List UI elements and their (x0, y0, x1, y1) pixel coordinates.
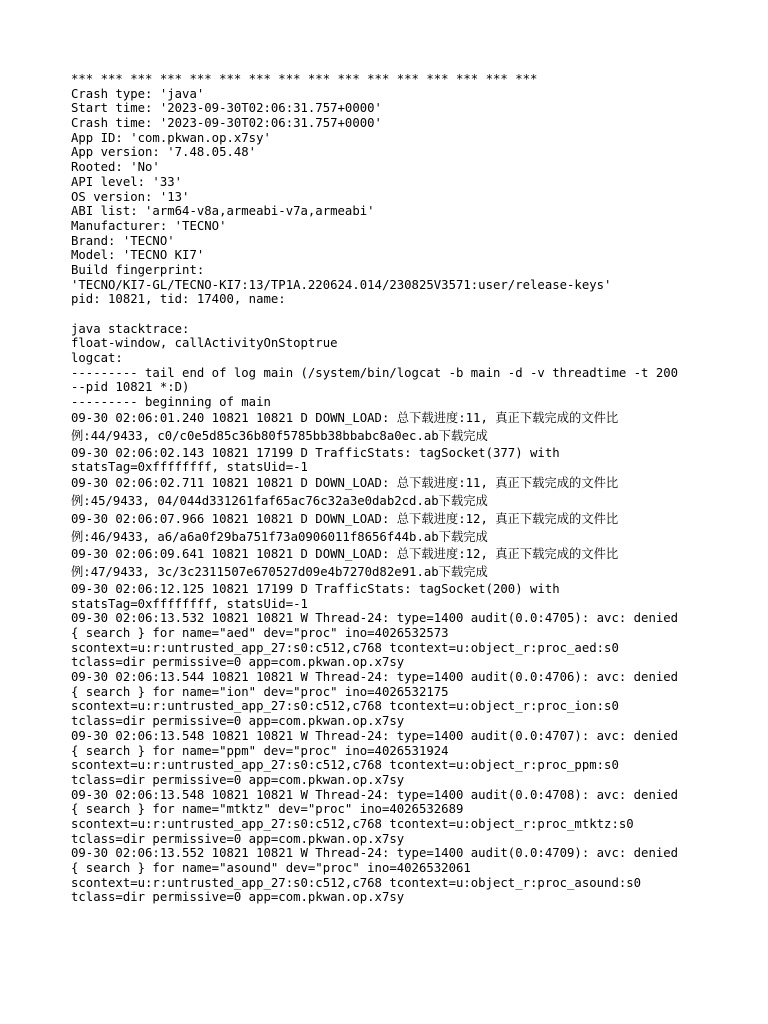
log-line: OS version: '13' (71, 189, 190, 204)
log-line: scontext=u:r:untrusted_app_27:s0:c512,c768 tcontext=u:object_r:proc_ppm:s0 (71, 758, 619, 773)
log-line: *** *** *** *** *** *** *** *** *** *** *** *** *** *** *** *** (71, 72, 538, 86)
log-line: --------- beginning of main (71, 395, 271, 410)
log-line: float-window, callActivityOnStoptrue (71, 336, 338, 351)
log-line: Rooted: 'No' (71, 160, 160, 175)
log-line: 例:45/9433, 04/044d331261faf65ac76c32a3e0dab2cd.ab下载完成 (71, 494, 488, 509)
log-line: 09-30 02:06:13.544 10821 10821 W Thread-24: type=1400 audit(0.0:4706): avc: denied (71, 670, 679, 685)
log-line: 09-30 02:06:13.548 10821 10821 W Thread-24: type=1400 audit(0.0:4707): avc: denied (71, 728, 679, 743)
log-line: Manufacturer: 'TECNO' (71, 218, 227, 233)
log-line: tclass=dir permissive=0 app=com.pkwan.op.x7sy (71, 714, 405, 729)
log-line: API level: '33' (71, 174, 183, 189)
log-line: 09-30 02:06:13.552 10821 10821 W Thread-24: type=1400 audit(0.0:4709): avc: denied (71, 846, 679, 861)
log-line: 09-30 02:06:09.641 10821 10821 D DOWN_LOAD: 总下载进度:12, 真正下载完成的文件比 (71, 547, 619, 562)
log-line: Crash type: 'java' (71, 86, 205, 101)
log-line: 例:46/9433, a6/a6a0f29ba751f73a0906011f8656f44b.ab下载完成 (71, 529, 488, 544)
log-line: App ID: 'com.pkwan.op.x7sy' (71, 130, 271, 145)
log-line: statsTag=0xffffffff, statsUid=-1 (71, 460, 308, 475)
log-blank-line (71, 307, 731, 322)
log-line: pid: 10821, tid: 17400, name: (71, 292, 286, 307)
log-line: 09-30 02:06:13.548 10821 10821 W Thread-24: type=1400 audit(0.0:4708): avc: denied (71, 787, 679, 802)
log-line: { search } for name="aed" dev="proc" ino=4026532573 (71, 626, 449, 640)
log-line: Crash time: '2023-09-30T02:06:31.757+0000' (71, 116, 382, 131)
log-line: tclass=dir permissive=0 app=com.pkwan.op.x7sy (71, 772, 405, 787)
log-line: logcat: (71, 351, 123, 366)
log-line: 09-30 02:06:02.711 10821 10821 D DOWN_LOAD: 总下载进度:11, 真正下载完成的文件比 (71, 475, 619, 490)
log-line: Build fingerprint: (71, 262, 205, 277)
log-line: { search } for name="asound" dev="proc" ino=4026532061 (71, 861, 471, 875)
log-line: scontext=u:r:untrusted_app_27:s0:c512,c768 tcontext=u:object_r:proc_asound:s0 (71, 875, 642, 890)
log-line: statsTag=0xffffffff, statsUid=-1 (71, 596, 308, 611)
log-line: --------- tail end of log main (/system/bin/logcat -b main -d -v threadtime -t 200 (71, 365, 679, 380)
log-line: scontext=u:r:untrusted_app_27:s0:c512,c768 tcontext=u:object_r:proc_mtktz:s0 (71, 816, 634, 831)
log-line: scontext=u:r:untrusted_app_27:s0:c512,c768 tcontext=u:object_r:proc_ion:s0 (71, 699, 619, 714)
log-line: tclass=dir permissive=0 app=com.pkwan.op.x7sy (71, 831, 405, 846)
log-line: ABI list: 'arm64-v8a,armeabi-v7a,armeabi' (71, 204, 375, 219)
log-line: 09-30 02:06:13.532 10821 10821 W Thread-24: type=1400 audit(0.0:4705): avc: denied (71, 611, 679, 626)
log-line: 09-30 02:06:07.966 10821 10821 D DOWN_LOAD: 总下载进度:12, 真正下载完成的文件比 (71, 511, 619, 526)
log-line: 例:47/9433, 3c/3c2311507e670527d09e4b7270d82e91.ab下载完成 (71, 565, 488, 580)
log-line: App version: '7.48.05.48' (71, 145, 257, 160)
log-line: { search } for name="mtktz" dev="proc" ino=4026532689 (71, 802, 464, 817)
log-line: tclass=dir permissive=0 app=com.pkwan.op.x7sy (71, 890, 405, 905)
log-line: 例:44/9433, c0/c0e5d85c36b80f5785bb38bbabc8a0ec.ab下载完成 (71, 429, 488, 443)
log-line: tclass=dir permissive=0 app=com.pkwan.op.x7sy (71, 655, 405, 670)
crash-log-document (71, 72, 731, 905)
log-line: 'TECNO/KI7-GL/TECNO-KI7:13/TP1A.220624.014/230825V3571:user/release-keys' (71, 277, 612, 292)
log-line: Model: 'TECNO KI7' (71, 248, 205, 263)
log-line: java stacktrace: (71, 321, 190, 336)
log-line: { search } for name="ion" dev="proc" ino=4026532175 (71, 684, 449, 699)
log-line: scontext=u:r:untrusted_app_27:s0:c512,c768 tcontext=u:object_r:proc_aed:s0 (71, 640, 619, 655)
log-line: Start time: '2023-09-30T02:06:31.757+0000' (71, 101, 382, 116)
log-line: --pid 10821 *:D) (71, 380, 190, 395)
log-line: Brand: 'TECNO' (71, 233, 175, 248)
log-line: 09-30 02:06:01.240 10821 10821 D DOWN_LOAD: 总下载进度:11, 真正下载完成的文件比 (71, 410, 619, 425)
log-line: { search } for name="ppm" dev="proc" ino=4026531924 (71, 743, 449, 758)
log-line: 09-30 02:06:12.125 10821 17199 D TrafficStats: tagSocket(200) with (71, 581, 560, 596)
log-line: 09-30 02:06:02.143 10821 17199 D TrafficStats: tagSocket(377) with (71, 445, 560, 460)
